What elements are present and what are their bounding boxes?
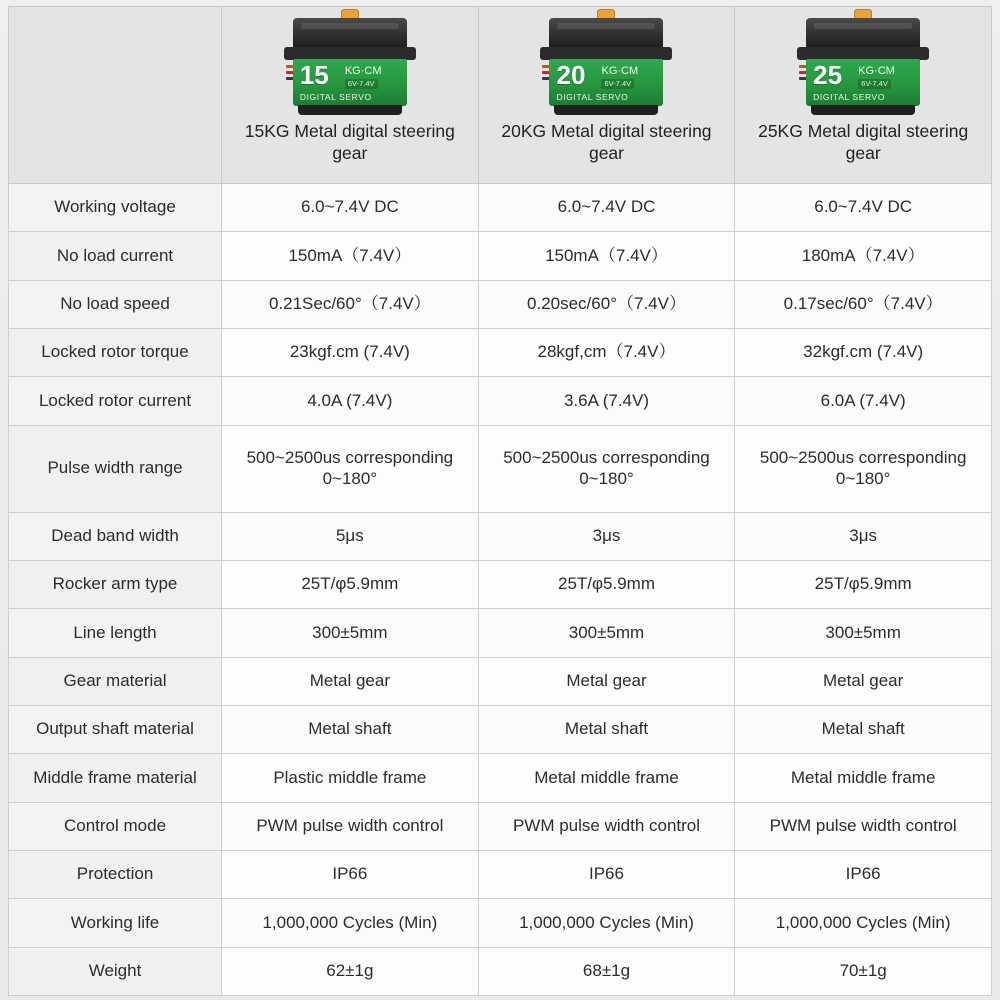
spec-label: Output shaft material (9, 706, 222, 754)
spec-value: 300±5mm (735, 609, 992, 657)
spec-value: 3μs (735, 512, 992, 560)
servo-voltage-2: 6V-7.4V (601, 79, 634, 89)
product-name-2: 20KG Metal digital steering gear (501, 121, 712, 163)
spec-label: Working life (9, 899, 222, 947)
spec-value: 6.0A (7.4V) (735, 377, 992, 425)
spec-value: 150mA（7.4V） (222, 232, 479, 280)
servo-subtitle-1: DIGITAL SERVO (299, 91, 372, 102)
table-row (9, 706, 992, 754)
spec-value: 70±1g (735, 947, 992, 995)
spec-value: 500~2500us corresponding 0~180° (478, 425, 735, 512)
spec-value: 1,000,000 Cycles (Min) (222, 899, 479, 947)
spec-value: 32kgf.cm (7.4V) (735, 328, 992, 376)
spec-label: Locked rotor current (9, 377, 222, 425)
servo-unit-2: KG·CM (601, 65, 639, 77)
servo-torque-number-3: 25 (813, 60, 843, 90)
spec-value: Metal middle frame (735, 754, 992, 802)
spec-label: Control mode (9, 802, 222, 850)
spec-value: 25T/φ5.9mm (735, 561, 992, 609)
spec-value: 25T/φ5.9mm (478, 561, 735, 609)
table-row (9, 232, 992, 280)
servo-bottom-case (554, 105, 658, 115)
table-row (9, 802, 992, 850)
spec-value: 1,000,000 Cycles (Min) (735, 899, 992, 947)
servo-unit-3: KG·CM (858, 65, 895, 77)
servo-image-1 (284, 9, 416, 117)
spec-value: PWM pulse width control (222, 802, 479, 850)
servo-image-2 (540, 9, 672, 117)
spec-value: 5μs (222, 512, 479, 560)
spec-value: Metal shaft (222, 706, 479, 754)
table-row (9, 328, 992, 376)
table-row (9, 280, 992, 328)
spec-value: Metal gear (478, 657, 735, 705)
spec-value: Metal middle frame (478, 754, 735, 802)
spec-value: 4.0A (7.4V) (222, 377, 479, 425)
spec-label: Protection (9, 850, 222, 898)
product-header-1 (222, 7, 479, 184)
spec-label: Dead band width (9, 512, 222, 560)
spec-label: No load current (9, 232, 222, 280)
spec-value: 6.0~7.4V DC (735, 184, 992, 232)
servo-unit-1: KG·CM (344, 65, 382, 77)
spec-label: Gear material (9, 657, 222, 705)
spec-value: Metal gear (735, 657, 992, 705)
servo-voltage-3: 6V-7.4V (858, 79, 891, 89)
servo-body (549, 59, 663, 106)
servo-body (293, 59, 407, 106)
spec-value: IP66 (478, 850, 735, 898)
servo-top-cap (806, 18, 920, 48)
spec-value: 6.0~7.4V DC (478, 184, 735, 232)
table-row (9, 850, 992, 898)
servo-voltage-1: 6V-7.4V (345, 79, 378, 89)
spec-value: Metal shaft (735, 706, 992, 754)
spec-value: Plastic middle frame (222, 754, 479, 802)
spec-value: 500~2500us corresponding 0~180° (735, 425, 992, 512)
spec-value: 28kgf,cm（7.4V） (478, 328, 735, 376)
spec-label: Pulse width range (9, 425, 222, 512)
table-row (9, 609, 992, 657)
spec-value: 180mA（7.4V） (735, 232, 992, 280)
spec-value: 1,000,000 Cycles (Min) (478, 899, 735, 947)
servo-top-cap (293, 18, 407, 48)
table-row (9, 947, 992, 995)
specification-table (8, 6, 992, 996)
spec-value: Metal gear (222, 657, 479, 705)
spec-label: Locked rotor torque (9, 328, 222, 376)
servo-bottom-case (298, 105, 402, 115)
table-row (9, 184, 992, 232)
table-row (9, 377, 992, 425)
table-row (9, 657, 992, 705)
spec-value: 0.17sec/60°（7.4V） (735, 280, 992, 328)
spec-label: Line length (9, 609, 222, 657)
spec-value: PWM pulse width control (735, 802, 992, 850)
spec-value: 0.20sec/60°（7.4V） (478, 280, 735, 328)
servo-image-3 (797, 9, 929, 117)
table-row (9, 754, 992, 802)
spec-value: 23kgf.cm (7.4V) (222, 328, 479, 376)
servo-body (806, 59, 920, 106)
spec-value: Metal shaft (478, 706, 735, 754)
table-row (9, 425, 992, 512)
product-header-2 (478, 7, 735, 184)
spec-value: 68±1g (478, 947, 735, 995)
spec-value: 300±5mm (222, 609, 479, 657)
spec-value: IP66 (735, 850, 992, 898)
spec-label: Middle frame material (9, 754, 222, 802)
servo-subtitle-3: DIGITAL SERVO (813, 91, 886, 102)
table-header-row (9, 7, 992, 184)
table-row (9, 899, 992, 947)
spec-label: No load speed (9, 280, 222, 328)
spec-value: 3.6A (7.4V) (478, 377, 735, 425)
corner-cell (9, 7, 222, 184)
spec-label: Rocker arm type (9, 561, 222, 609)
product-name-3: 25KG Metal digital steering gear (758, 121, 969, 163)
spec-label: Working voltage (9, 184, 222, 232)
spec-value: 300±5mm (478, 609, 735, 657)
spec-value: IP66 (222, 850, 479, 898)
spec-value: 6.0~7.4V DC (222, 184, 479, 232)
spec-value: 0.21Sec/60°（7.4V） (222, 280, 479, 328)
table-row (9, 561, 992, 609)
servo-top-cap (549, 18, 663, 48)
servo-torque-number-1: 15 (299, 60, 329, 90)
product-name-1: 15KG Metal digital steering gear (244, 121, 455, 163)
servo-subtitle-2: DIGITAL SERVO (556, 91, 629, 102)
servo-torque-number-2: 20 (556, 60, 586, 90)
spec-value: 500~2500us corresponding 0~180° (222, 425, 479, 512)
spec-value: 62±1g (222, 947, 479, 995)
spec-value: PWM pulse width control (478, 802, 735, 850)
servo-bottom-case (811, 105, 915, 115)
table-row (9, 512, 992, 560)
spec-value: 3μs (478, 512, 735, 560)
product-header-3 (735, 7, 992, 184)
spec-value: 25T/φ5.9mm (222, 561, 479, 609)
spec-value: 150mA（7.4V） (478, 232, 735, 280)
spec-label: Weight (9, 947, 222, 995)
